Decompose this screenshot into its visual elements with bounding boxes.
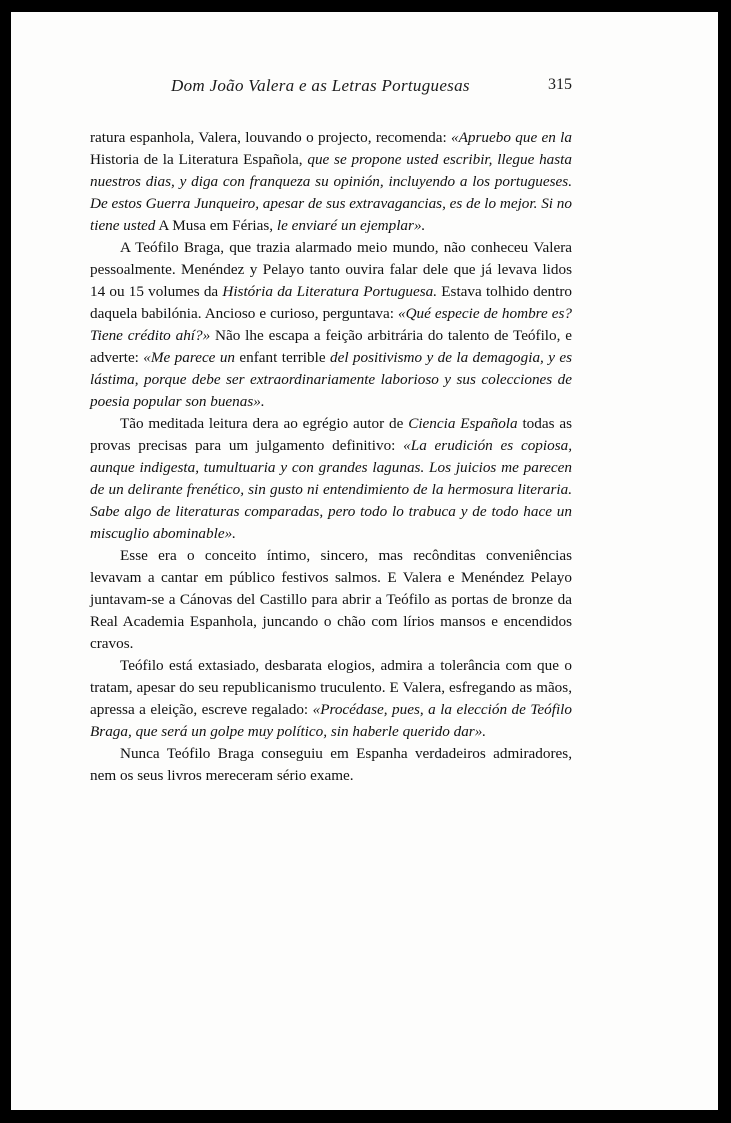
text-run: Nunca Teófilo Braga conseguiu em Espanha verdadeiros admiradores, nem os seus livros mereceram sério exame. xyxy=(90,745,572,784)
paragraph xyxy=(90,743,572,787)
italic-run: «La erudición es copiosa, aunque indigesta, tumultuaria y con grandes lagunas. Los juicios me parecen de un delirante frenético, sin gusto ni entendimiento de la hermosura literaria. Sabe algo de literaturas comparadas, pero todo lo trabuca y de todo hace un miscuglio abominable». xyxy=(90,437,572,542)
italic-run: «Apruebo que en la xyxy=(451,129,573,146)
italic-run: le enviaré un ejemplar». xyxy=(276,217,426,234)
italic-run: «Me parece un xyxy=(143,349,236,366)
italic-run: «Procédase, pues, a la elección de Teófilo Braga, que será un golpe muy político, sin haberle querido dar». xyxy=(90,701,572,740)
text-run: Esse era o conceito íntimo, sincero, mas recônditas conveniências levavam a cantar em público festivos salmos. E Valera e Menéndez Pelayo juntavam-se a Cánovas del Castillo para abrir a Teófilo as portas de bronze da Real Academia Espanhola, juncando o chão com lírios mansos e encendidos cravos. xyxy=(90,547,572,652)
paragraph xyxy=(90,413,572,545)
running-title: Dom João Valera e as Letras Portuguesas xyxy=(171,76,470,95)
paragraph xyxy=(90,655,572,743)
text-run: todas as provas precisas para um julgamento definitivo: xyxy=(90,415,572,454)
italic-run: del positivismo y de la demagogia, y es lástima, porque debe ser extraordinariamente laborioso y sus colecciones de poesia popular son buenas». xyxy=(90,349,573,410)
paragraph xyxy=(90,237,572,413)
paragraph xyxy=(90,545,572,655)
italic-run: História da Literatura Portuguesa. xyxy=(222,283,438,300)
italic-run: que se propone usted escribir, llegue hasta nuestros dias, y diga con franqueza su opinión, incluyendo a los portugueses. De estos Guerra Junqueiro, apesar de sus extravagancias, es de lo mejor. Si no tiene usted xyxy=(90,151,572,234)
text-run: Historia de la Literatura Española, xyxy=(90,151,308,168)
text-run: A Teófilo Braga, que trazia alarmado meio mundo, não conheceu Valera pessoalmente. Menéndez y Pelayo tanto ouvira falar dele que já levava lidos 14 ou 15 volumes da xyxy=(90,239,572,300)
italic-run: «Qué especie de hombre es? Tiene crédito ahí?» xyxy=(90,305,573,344)
text-run: Teófilo está extasiado, desbarata elogios, admira a tolerância com que o tratam, apesar do seu republicanismo truculento. E Valera, esfregando as mãos, apressa a eleição, escreve regalado: xyxy=(90,657,572,718)
text-run: Não lhe escapa a feição arbitrária do talento de Teófilo, e adverte: xyxy=(90,327,572,366)
page-number: 315 xyxy=(548,76,572,93)
text-run: ratura espanhola, Valera, louvando o projecto, recomenda: xyxy=(90,129,452,146)
text-run: Estava tolhido dentro daquela babilónia. Ancioso e curioso, perguntava: xyxy=(90,283,572,322)
page-body xyxy=(90,127,572,787)
text-run: Tão meditada leitura dera ao egrégio autor de xyxy=(120,415,409,432)
paragraph xyxy=(90,127,572,237)
text-run: enfant terrible xyxy=(235,349,330,366)
text-run: A Musa em Férias, xyxy=(155,217,277,234)
italic-run: Ciencia Española xyxy=(408,415,518,432)
